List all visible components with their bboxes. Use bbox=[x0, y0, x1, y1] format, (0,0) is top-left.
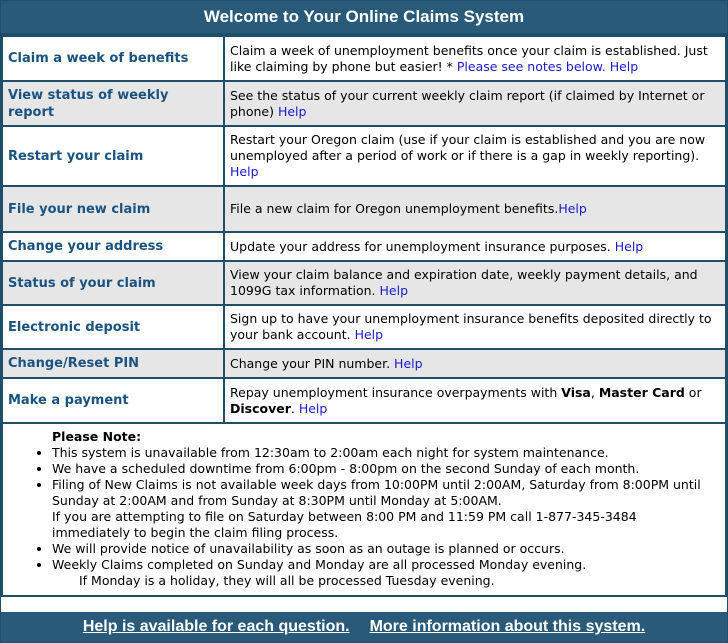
restart-claim-link[interactable]: Restart your claim bbox=[8, 148, 144, 164]
help-link[interactable]: Help bbox=[298, 400, 328, 416]
row-description: Restart your Oregon claim (use if your claim is established and you are now unemployed after a period of work or if there is a gap in weekly reporting). bbox=[230, 132, 706, 163]
note-item bbox=[52, 477, 717, 541]
help-link[interactable]: Help bbox=[230, 164, 259, 179]
note-item bbox=[52, 557, 717, 589]
help-link[interactable]: Help bbox=[277, 103, 307, 119]
table-row bbox=[2, 378, 726, 423]
see-notes-link[interactable]: Please see notes below. bbox=[456, 58, 606, 74]
help-link[interactable]: Help bbox=[354, 327, 384, 342]
help-link[interactable]: Help bbox=[379, 283, 408, 298]
row-description: See the status of your current weekly claim report (if claimed by Internet or phone) bbox=[230, 87, 705, 119]
electronic-deposit-link[interactable]: Electronic deposit bbox=[8, 319, 141, 335]
page-title: Welcome to Your Online Claims System bbox=[1, 1, 727, 35]
please-note-section bbox=[1, 424, 727, 597]
claim-status-link[interactable]: Status of your claim bbox=[8, 275, 156, 291]
more-info-link[interactable]: More information about this system. bbox=[369, 618, 646, 635]
make-payment-link[interactable]: Make a payment bbox=[8, 393, 129, 408]
row-description: Claim a week of unemployment benefits once your claim is established. Just like claiming by phone but easier! * bbox=[230, 42, 708, 74]
note-item: • We will provide notice of unavailability as soon as an outage is planned or occurs. bbox=[52, 541, 717, 557]
note-item: • We have a scheduled downtime from 6:00pm - 8:00pm on the second Sunday of each month. bbox=[52, 461, 717, 477]
separator-text: . bbox=[290, 400, 299, 416]
claim-week-link[interactable]: Claim a week of benefits bbox=[8, 51, 189, 66]
help-link[interactable]: Help bbox=[614, 238, 644, 254]
discover-label: Discover bbox=[230, 400, 291, 416]
table-row bbox=[2, 81, 726, 126]
claims-menu-table bbox=[1, 35, 727, 424]
row-description: Change your PIN number. bbox=[230, 355, 395, 371]
table-row bbox=[2, 305, 726, 349]
table-row bbox=[2, 186, 726, 232]
change-pin-link[interactable]: Change/Reset PIN bbox=[8, 356, 140, 371]
mastercard-label: Master Card bbox=[598, 384, 685, 400]
change-address-link[interactable]: Change your address bbox=[8, 239, 164, 254]
row-description: View your claim balance and expiration date, weekly payment details, and 1099G tax information. bbox=[230, 267, 698, 298]
note-item: • This system is unavailable from 12:30am to 2:00am each night for system maintenance. bbox=[52, 445, 717, 461]
note-item-text: If Monday is a holiday, they will all be processed Tuesday evening. bbox=[79, 573, 495, 588]
help-link[interactable]: Help bbox=[609, 58, 639, 74]
table-row bbox=[2, 261, 726, 305]
note-item-text: If you are attempting to file on Saturday between 8:00 PM and 11:59 PM call 1-877-345-3484 immediately to begin the claim filing process. bbox=[52, 509, 637, 540]
table-row bbox=[2, 349, 726, 378]
row-description: Repay unemployment insurance overpayments with bbox=[230, 384, 562, 400]
note-item-text: Weekly Claims completed on Sunday and Monday are all processed Monday evening. bbox=[52, 557, 587, 572]
note-title: Please Note: bbox=[52, 429, 142, 444]
view-weekly-status-link[interactable]: View status of weekly report bbox=[8, 87, 169, 120]
help-link[interactable]: Help bbox=[558, 201, 587, 216]
table-row bbox=[2, 232, 726, 261]
table-row bbox=[2, 126, 726, 186]
note-list bbox=[25, 445, 717, 589]
row-description: Sign up to have your unemployment insurance benefits deposited directly to your bank account. bbox=[230, 311, 712, 342]
table-row bbox=[2, 36, 726, 81]
help-info-link[interactable]: Help is available for each question. bbox=[82, 618, 350, 635]
separator-text: or bbox=[684, 384, 702, 400]
footer-bar bbox=[1, 612, 727, 642]
row-description: Update your address for unemployment insurance purposes. bbox=[230, 238, 615, 254]
file-new-claim-link[interactable]: File your new claim bbox=[8, 201, 151, 217]
row-description: File a new claim for Oregon unemployment benefits. bbox=[230, 201, 559, 216]
separator-text: , bbox=[590, 384, 599, 400]
help-link[interactable]: Help bbox=[394, 355, 423, 371]
note-item-text: Filing of New Claims is not available week days from 10:00PM until 2:00AM, Saturday from 8:00PM until Sunday at 2:00AM and from Sunday at 8:30PM until Monday at 5:00AM. bbox=[52, 477, 701, 508]
visa-label: Visa bbox=[561, 384, 591, 400]
